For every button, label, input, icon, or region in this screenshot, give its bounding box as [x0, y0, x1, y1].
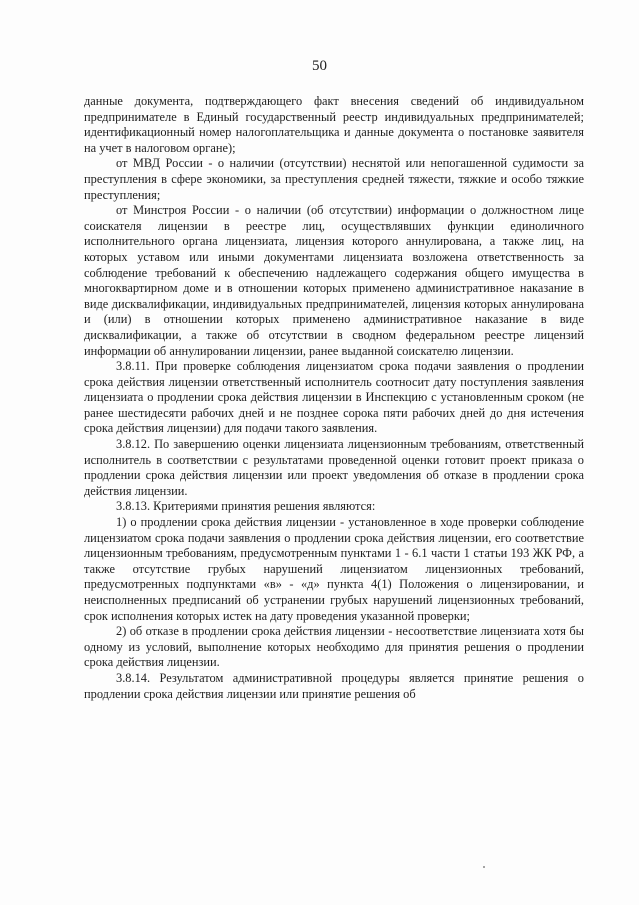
paragraph-ip-documents: данные документа, подтверждающего факт внесения сведений об индивидуальном предпринимателе в Единый государственный реестр индивидуальных предпринимателей; идентификационный номер налогоплательщика и данные документа о постановке заявителя на учет в налоговом органе); — [84, 94, 584, 155]
paragraph-3-8-11: 3.8.11. При проверке соблюдения лицензиатом срока подачи заявления о продлении срока действия лицензии ответственный исполнитель соотносит дату поступления заявления лицензиата о продлении срока действия лицензии в Инспекцию с установленным сроком (не ранее шестидесяти рабочих дней и не позднее сорока пяти рабочих дней до дня истечения срока действия лицензии) для подачи такого заявления. — [84, 359, 584, 436]
paragraph-3-8-12: 3.8.12. По завершению оценки лицензиата лицензионным требованиям, ответственный исполнитель в соответствии с результатами проведенной оценки готовит проект приказа о продлении срока действия лицензии или проект уведомления об отказе в продлении срока действия лицензии. — [84, 437, 584, 498]
paragraph-3-8-13: 3.8.13. Критериями принятия решения являются: — [116, 499, 376, 514]
document-body — [84, 94, 584, 702]
paragraph-3-8-14: 3.8.14. Результатом административной процедуры является принятие решения о продлении срока действия лицензии или принятие решения об — [84, 670, 584, 701]
paragraph-criterion-2: 2) об отказе в продлении срока действия лицензии - несоответствие лицензиата хотя бы одному из условий, выполнение которых необходимо для принятия решения о продлении срока действия лицензии. — [84, 624, 584, 670]
scan-speck — [483, 866, 485, 868]
paragraph-mvd-request: от МВД России - о наличии (отсутствии) неснятой или непогашенной судимости за преступления в сфере экономики, за преступления средней тяжести, тяжкие и особо тяжкие преступления; — [84, 156, 584, 202]
paragraph-minstroy-request: от Минстроя России - о наличии (об отсутствии) информации о должностном лице соискателя лицензии в реестре лиц, осуществлявших функции единоличного исполнительного органа лицензиата, лицензия которого аннулирована, а также лиц, на которых уставом или иными документами лицензиата возложена ответственность за соблюдение требований к обеспечению надлежащего содержания общего имущества в многоквартирном доме и в отношении которых применено административное наказание в виде дисквалификации, индивидуальных предпринимателей, лицензия которых аннулирована и (или) в отношении которых применено административное наказание в виде дисквалификации, а также об отсутствии в сводном федеральном реестре лицензий информации об аннулировании лицензии, ранее выданной соискателю лицензии. — [84, 203, 584, 358]
page-number: 50 — [312, 58, 327, 74]
paragraph-criterion-1: 1) о продлении срока действия лицензии - установленное в ходе проверки соблюдение лицензиатом срока подачи заявления о продлении срока действия лицензии, его соответствие лицензионным требованиям, предусмотренным пунктами 1 - 6.1 части 1 статьи 193 ЖК РФ, а также отсутствие грубых нарушений лицензиатом лицензионных требований, предусмотренных подпунктами «в» - «д» пункта 4(1) Положения о лицензировании, и неисполненных предписаний об устранении грубых нарушений лицензионных требований, срок исполнения которых истек на дату проведения указанной проверки; — [84, 515, 584, 623]
